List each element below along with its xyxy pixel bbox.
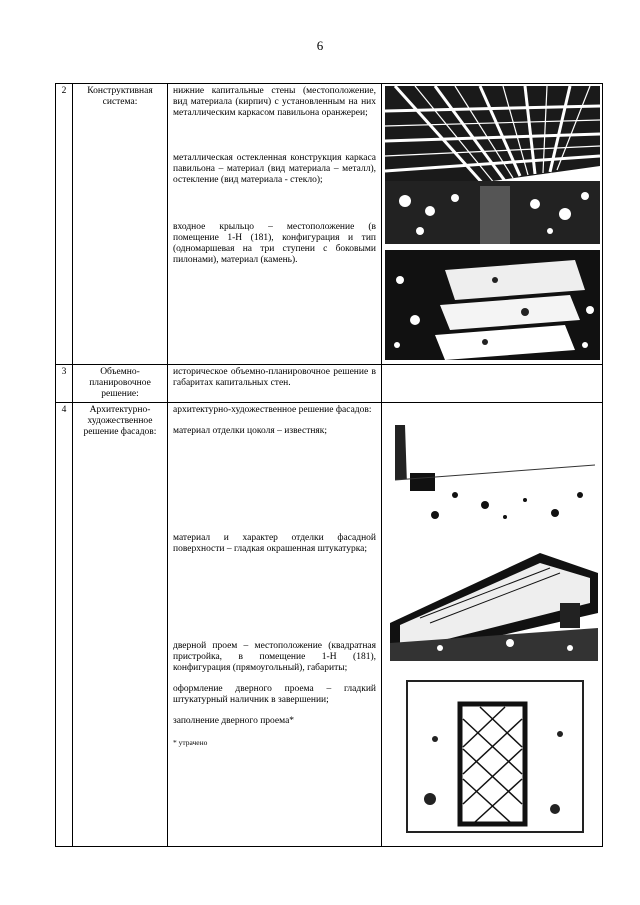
row-description [168,84,382,365]
row-description [168,403,382,847]
row-photos [382,365,603,403]
description-paragraph: металлическая остекленная конструкция каркаса павильона – материал (вид материала – металл), остекление (вид материала - стекло); [173,153,376,185]
photo-greenhouse-interior [385,86,600,244]
row-title: Конструктивная система: [73,84,168,365]
table-row [56,403,603,847]
table-row [56,84,603,365]
row-number: 3 [56,365,73,403]
footnote: * утрачено [173,738,208,747]
subject-of-protection-table [55,83,603,847]
page-number: 6 [316,38,324,53]
row-number: 4 [56,403,73,847]
photo-door-opening [405,679,585,834]
photo-plinth [395,425,595,525]
row-description [168,365,382,403]
description-paragraph: материал отделки цоколя – известняк; [173,426,328,436]
description-paragraph: историческое объемно-планировочное решение в габаритах капитальных стен. [173,367,376,388]
row-title: Архитектурно-художественное решение фасадов: [73,403,168,847]
description-paragraph: архитектурно-художественное решение фасадов: [173,405,372,415]
description-paragraph: заполнение дверного проема* [173,716,295,726]
row-title: Объемно-планировочное решение: [73,365,168,403]
description-paragraph: дверной проем – местоположение (квадратная пристройка, в помещение 1-Н (181), конфигурация (прямоугольный), габариты; [173,641,376,673]
row-number: 2 [56,84,73,365]
row-photos [382,84,603,365]
table-row [56,365,603,403]
row-photos [382,403,603,847]
description-paragraph: оформление дверного проема – гладкий штукатурный наличник в завершении; [173,684,376,705]
description-paragraph: входное крыльцо – местоположение (в помещение 1-Н (181), конфигурация и тип (одномаршевая на три ступени с боковыми пилонами), материал (камень). [173,222,376,265]
description-paragraph: материал и характер отделки фасадной поверхности – гладкая окрашенная штукатурка; [173,533,376,554]
description-paragraph: нижние капитальные стены (местоположение, вид материала (кирпич) с установленным на них металлическим каркасом павильона оранжереи; [173,86,376,118]
photo-entrance-porch [385,250,600,360]
photo-facade-surface [390,543,598,661]
